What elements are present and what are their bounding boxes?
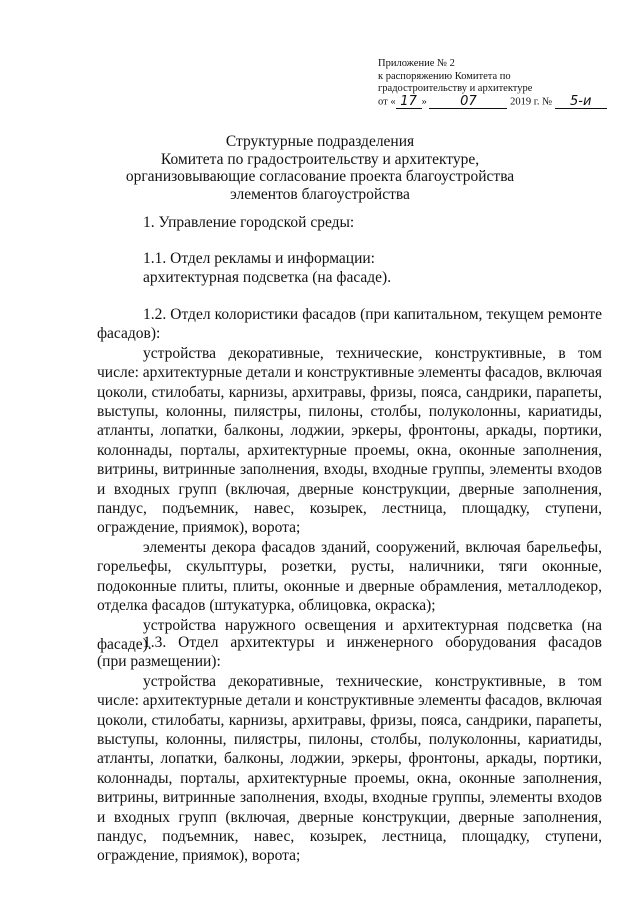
handwritten-month: 07 (429, 96, 507, 109)
section-1-2 (97, 305, 602, 654)
section-1-1-heading: 1.1. Отдел рекламы и информации: (143, 250, 375, 267)
paragraph-line: колоннады, порталы, архитектурные проемы, окна, оконные заполнения, (97, 441, 602, 459)
title-line-3: организовывающие согласование проекта благоустройства (125, 168, 515, 185)
paragraph-line: ограждение, приямок), ворота; (97, 519, 301, 537)
date-year: 2019 г. № (510, 96, 553, 107)
section-1-3 (97, 633, 602, 866)
annex-line-1: Приложение № 2 (378, 58, 455, 69)
paragraph-line: пандус, подъемник, навес, козырек, лестница, площадку, ступени, (97, 500, 602, 518)
paragraph-line: ограждение, приямок), ворота; (97, 847, 301, 865)
document-title (90, 133, 550, 203)
paragraph-line: горельефы, скульптуры, розетки, русты, наличники, тяги оконные, (97, 558, 602, 576)
paragraph-line: подоконные плиты, плиты, оконные и дверные обрамления, металлодекор, (97, 577, 602, 595)
section-1 (97, 213, 602, 232)
section-1-2-heading: 1.2. Отдел колористики фасадов (при капитальном, текущем ремонте (143, 306, 602, 323)
annex-date-line (378, 93, 628, 109)
paragraph-line: цоколи, стилобаты, карнизы, архитравы, фризы, пояса, сандрики, парапеты, (97, 711, 602, 729)
paragraph-line: устройства декоративные, технические, конструктивные, в том (143, 344, 602, 362)
date-close: » (421, 96, 427, 107)
date-prefix: от « (378, 96, 396, 107)
title-line-1: Структурные подразделения (225, 133, 415, 150)
annex-header (378, 58, 628, 109)
paragraph-line: выступы, колонны, пилястры, пилоны, столбы, полуколонны, кариатиды, (97, 731, 602, 749)
annex-line-3: градостроительству и архитектуре (378, 83, 533, 94)
paragraph-line: устройства декоративные, технические, конструктивные, в том (143, 672, 602, 690)
paragraph-line: и входных групп (включая, дверные конструкции, дверные заполнения, (97, 808, 602, 826)
section-1-3-heading-cont: (при размещении): (97, 653, 221, 671)
paragraph-line: цоколи, стилобаты, карнизы, архитравы, фризы, пояса, сандрики, парапеты, (97, 383, 602, 401)
paragraph-line: пандус, подъемник, навес, козырек, лестница, площадку, ступени, (97, 828, 602, 846)
title-line-4: элементов благоустройства (230, 185, 410, 203)
paragraph-line: колоннады, порталы, архитектурные проемы, окна, оконные заполнения, (97, 769, 602, 787)
paragraph-line: числе: архитектурные детали и конструктивные элементы фасадов, включая (97, 692, 602, 710)
paragraph-line: витрины, витринные заполнения, входы, входные группы, элементы входов (97, 461, 602, 479)
paragraph-line: элементы декора фасадов зданий, сооружений, включая барельефы, (143, 538, 602, 556)
paragraph-line: выступы, колонны, пилястры, пилоны, столбы, полуколонны, кариатиды, (97, 403, 602, 421)
paragraph-line: устройства наружного освещения и архитектурная подсветка (на (143, 616, 602, 634)
paragraph-line: атланты, лопатки, балконы, лоджии, эркеры, фронтоны, аркады, портики, (97, 750, 602, 768)
paragraph-line: витрины, витринные заполнения, входы, входные группы, элементы входов (97, 789, 602, 807)
paragraph-line: числе: архитектурные детали и конструктивные элементы фасадов, включая (97, 364, 602, 382)
section-1-heading: 1. Управление городской среды: (143, 214, 355, 231)
section-1-2-paragraph-2 (97, 538, 602, 616)
paragraph-line: отделка фасадов (штукатурка, облицовка, окраска); (97, 597, 436, 615)
title-line-2: Комитета по градостроительству и архитектуре, (160, 150, 480, 168)
annex-line-2: к распоряжению Комитета по (378, 70, 511, 82)
paragraph-line: атланты, лопатки, балконы, лоджии, эркеры, фронтоны, аркады, портики, (97, 422, 602, 440)
section-1-3-paragraph-1 (97, 672, 602, 866)
handwritten-day: 17 (396, 96, 422, 109)
section-1-1 (97, 249, 602, 288)
handwritten-number: 5-и (555, 96, 607, 109)
section-1-2-heading-cont: фасадов): (97, 325, 161, 343)
section-1-1-item: архитектурная подсветка (на фасаде). (143, 269, 392, 287)
section-1-3-heading: 1.3. Отдел архитектуры и инженерного оборудования фасадов (143, 634, 602, 651)
paragraph-line: фасаде). (97, 635, 152, 653)
section-1-2-paragraph-1 (97, 344, 602, 538)
paragraph-line: и входных групп (включая, дверные конструкции, дверные заполнения, (97, 480, 602, 498)
